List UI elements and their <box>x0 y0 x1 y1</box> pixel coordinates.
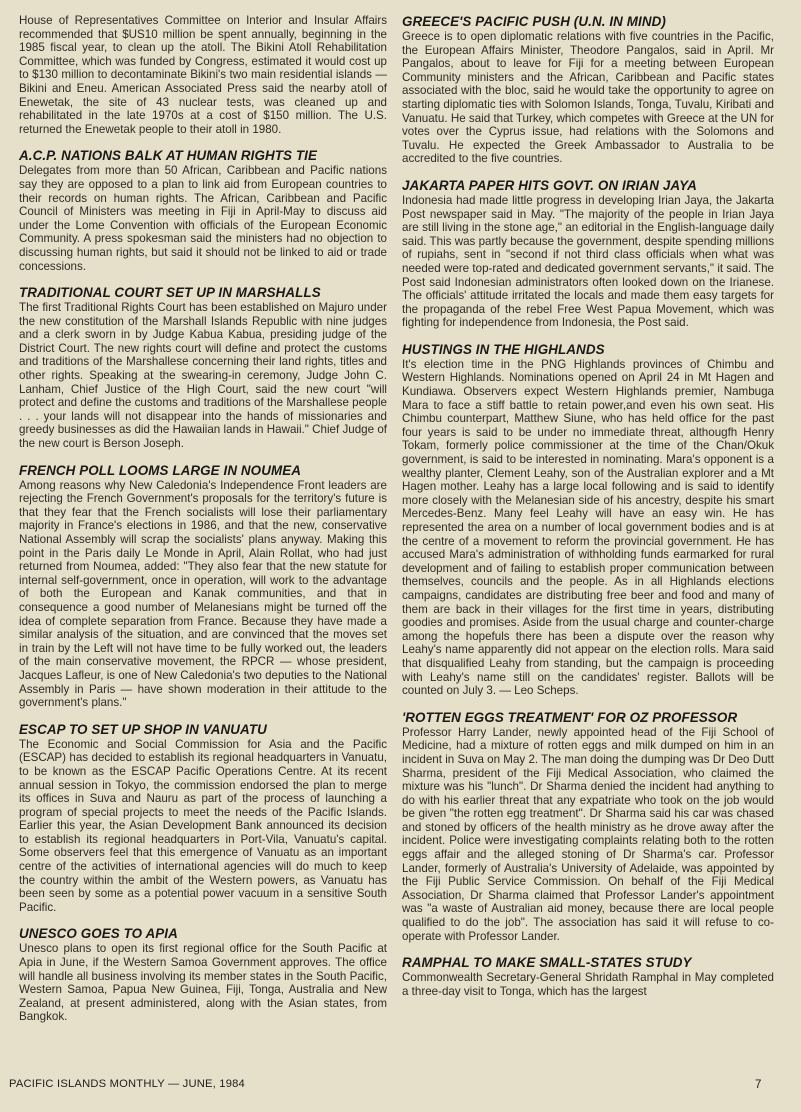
article-headline: GREECE'S PACIFIC PUSH (U.N. IN MIND) <box>402 14 666 29</box>
article-jakarta-paper <box>402 178 774 330</box>
article-body: The Economic and Social Commission for Asia and the Pacific (ESCAP) has decided to establish its regional headquarters in Vanuatu, to be known as the ESCAP Pacific Operations Centre. At its recent annual session in Tokyo, the commission endorsed the plan to merge its offices in Suva and Nauru as part of the process of launching a program of special projects to meet the needs of the Pacific Islands. Earlier this year, the Asian Development Bank announced its decision to establish its regional headquarters in Port-Vila, Vanuatu's capital. Some observers feel that this emergence of Vanuatu as an important centre of the activities of international agencies will do much to keep the country within the ambit of the Western powers, as Vanuatu has been seen by some as a potential power vacuum in a sensitive South Pacific. <box>19 737 387 914</box>
article-body: Professor Harry Lander, newly appointed head of the Fiji School of Medicine, had a mixture of rotten eggs and milk dumped on him in an incident in Suva on May 2. The man doing the dumping was Dr Deo Dutt Sharma, president of the Fiji Medical Association, who claimed the mixture was his "lunch". Dr Sharma denied the incident had anything to do with his earlier threat that any expatriate who took on the job would be given "the rotten egg treatment". Dr Sharma said his car was chased and stoned by officers of the health ministry as he drove away after the incident. Police were investigating complaints relating both to the rotten eggs affair and the alleged stoning of Dr Sharma's car. Professor Lander, formerly of Australia's University of Adelaide, was appointed by the Fiji Public Service Commission. On behalf of the Fiji Medical Association, Dr Sharma claimed that Professor Lander's appointment was "a waste of Australian aid money, because there are local people qualified to do the job". The association has said it will refuse to co-operate with Professor Lander. <box>402 725 774 943</box>
right-column <box>402 14 774 1010</box>
article-headline: FRENCH POLL LOOMS LARGE IN NOUMEA <box>19 462 302 478</box>
article-body: It's election time in the PNG Highlands provinces of Chimbu and Western Highlands. Nominations opened on April 24 in Mt Hagen and Kundiawa. Observers expect Western Highlands premier, Nambuga Mara to face a stiff battle to retain power,and even his own seat. His Chimbu counterpart, Matthew Siune, who has held office for the past four years is said to be under no immediate threat, althougfh Henry Tokam, formerly police commissioner at the time of the Chan/Okuk government, is said to be interested in nominating. Mara's opponent is a wealthy planter, Clement Leahy, son of the Australian explorer and a Mt Hagen mother. Leahy has a large local following and is said to identify more closely with the Melanesian side of his ancestry, despite his smart Mercedes-Benz. Many feel Leahy will have an easy win. He has represented the area on a number of local government bodies and is at the centre of a movement to reform the provincial government. He has accused Mara's administration of withholding funds earmarked for rural development and of failing to establish proper communication between themselves, councils and the people. As in all Highlands elections campaigns, candidates are distributing free beer and food and many of them are back in their villages for the first time in years, distributing goodies and promises. Aside from the usual charge and counter-charge among the hopefuls there has been a dispute over the reason why Leahy's name apparently did not appear on the election rolls. Mara said that disqualified Leahy from standing, but the campaign is proceeding with Leahy's name still on the candidates' register. Ballots will be counted on July 3. — Leo Scheps. <box>402 357 774 698</box>
article-headline: JAKARTA PAPER HITS GOVT. ON IRIAN JAYA <box>402 177 697 193</box>
article-body: House of Representatives Committee on Interior and Insular Affairs recommended that $US10 million be spent annually, beginning in the 1985 fiscal year, to clean up the atoll. The Bikini Atoll Rehabilitation Committee, which was funded by Congress, estimated it would cost up to $130 million to decontaminate Bikini's two main residential islands — Bikini and Eneu. American Associated Press said the nearby atoll of Enewetak, the site of 43 nuclear tests, was cleaned up and rehabilitated in the late 1970s at a cost of $150 million. The U.S. returned the Enewetak people to their atoll in 1980. <box>19 14 387 136</box>
article-body: Unesco plans to open its first regional office for the South Pacific at Apia in June, if the Western Samoa Government approves. The office will handle all business involving its member states in the South Pacific, Western Samoa, Papua New Guinea, Fiji, Tonga, Australia and New Zealand, at present administered, along with the Asian states, from Bangkok. <box>19 942 387 1024</box>
page-number: 7 <box>755 1079 762 1091</box>
article-headline: UNESCO GOES TO APIA <box>19 926 178 942</box>
article-headline: A.C.P. NATIONS BALK AT HUMAN RIGHTS TIE <box>19 148 317 164</box>
article-body: Commonwealth Secretary-General Shridath Ramphal in May completed a three-day visit to Tonga, which has the largest <box>402 971 774 998</box>
article-unesco-apia <box>19 926 387 1024</box>
article-body: The first Traditional Rights Court has been established on Majuro under the new constitution of the Marshall Islands Republic with nine judges and a clerk sworn in by Judge Kabua Kabua, presiding judge of the District Court. The new rights court will define and protect the customs and traditions of the Marshallese concerning their land rights, titles and other rights. Speaking at the swearing-in ceremony, Judge John C. Lanham, Chief Justice of the High Court, said the new court "will protect and define the customs and traditions of the Marshallese people . . . your lands will not disappear into the hands of missionaries and greedy businesses as did the Hawaiian lands in Hawaii." Chief Judge of the new court is Berson Joseph. <box>19 301 387 451</box>
article-headline: ESCAP TO SET UP SHOP IN VANUATU <box>19 721 267 737</box>
article-hustings-highlands <box>402 342 774 698</box>
article-body: Greece is to open diplomatic relations with five countries in the Pacific, the European Affairs Minister, Theodore Pangalos, said in April. Mr Pangalos, about to leave for Fiji for a meeting between European Community ministers and the African, Caribbean and Pacific states associated with the bloc, said he would take the opportunity to agree on starting diplomatic ties with Solomon Islands, Tonga, Tuvalu, Kiribati and Vanuatu. He said that Turkey, which competes with Greece at the UN for votes over the Cyprus issue, had relations with the Solomons and Tuvalu. He expected the Greek Ambassador to Australia to be accredited to the five countries. <box>402 30 774 166</box>
article-greece-pacific <box>402 14 774 166</box>
article-headline: RAMPHAL TO MAKE SMALL-STATES STUDY <box>402 955 692 971</box>
article-rotten-eggs <box>402 710 774 944</box>
article-traditional-court <box>19 285 387 451</box>
article-escap-vanuatu <box>19 722 387 915</box>
left-column <box>19 14 387 1036</box>
article-body: Among reasons why New Caledonia's Independence Front leaders are rejecting the French Government's proposals for the territory's future is that they fear that the French socialists will lose their parliamentary majority in France's elections in 1986, and that the new, conservative National Assembly will scrap the socialists' plans anyway. Making this point in the Paris daily Le Monde in April, Alain Rollat, who had just returned from Noumea, added: "They also fear that the new statute for internal self-government, once in operation, will work to the advantage of both the European and Kanak communities, and that in consequence a good number of Melanesians might be turned off the idea of complete separation from France. Because they have made a similar analysis of the situation, and are convinced that the moves set in train by the Left will not have time to be fully worked out, the leaders of the main conservative movement, the RPCR — whose president, Jacques Lafleur, is one of New Caledonia's two deputies to the National Assembly in Paris — have shown moderation in their attitude to the government's plans." <box>19 478 387 710</box>
article-body: Indonesia had made little progress in developing Irian Jaya, the Jakarta Post newspaper said in May. "The majority of the people in Irian Jaya are still living in the stone age," an editorial in the English-language daily said. This was partly because the government, despite spending millions of rupiahs, sent in "second if not third class officials when what was needed were top-rated and dedicated government servants," it said. The Post said Indonesian administrators often looked down on the Irianese. The officials' attitude irritated the locals and made them easy targets for the propaganda of the rebel Free West Papua Movement, which was fighting for independence from Indonesia, the Post said. <box>402 193 774 330</box>
article-headline: 'ROTTEN EGGS TREATMENT' FOR OZ PROFESSOR <box>402 709 738 725</box>
lead-article-continuation <box>19 14 387 136</box>
article-headline: HUSTINGS IN THE HIGHLANDS <box>402 341 605 357</box>
article-body: Delegates from more than 50 African, Caribbean and Pacific nations say they are opposed to a plan to link aid from European countries to their records on human rights. The African, Caribbean and Pacific Council of Ministers was meeting in Fiji in April-May to discuss aid under the Lome Convention with officials of the European Economic Community. A press spokesman said the ministers had no objection to discussing human rights, but said it should not be linked to aid or trade concessions. <box>19 164 387 273</box>
article-acp-nations <box>19 148 387 273</box>
article-ramphal-study <box>402 955 774 998</box>
publication-footer: PACIFIC ISLANDS MONTHLY — JUNE, 1984 <box>9 1078 245 1090</box>
article-french-poll <box>19 463 387 710</box>
article-headline: TRADITIONAL COURT SET UP IN MARSHALLS <box>19 285 321 301</box>
